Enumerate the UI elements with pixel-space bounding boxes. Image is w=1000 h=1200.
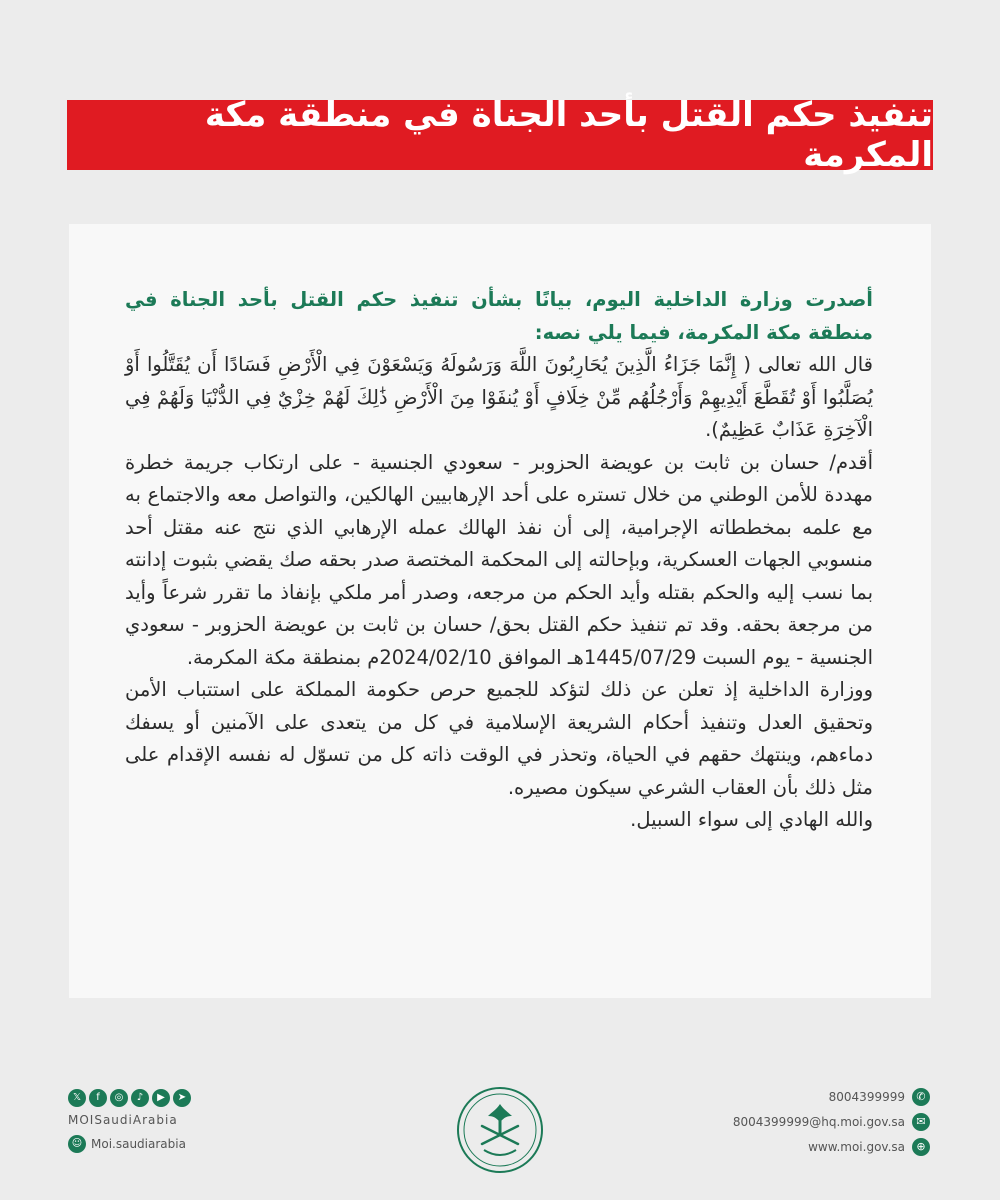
mail-icon: ✉: [912, 1113, 930, 1131]
phone-row[interactable]: [733, 1087, 930, 1107]
ministry-emblem-icon: [456, 1086, 544, 1174]
youtube-icon[interactable]: ▶: [152, 1089, 170, 1107]
website-url: www.moi.gov.sa: [808, 1140, 905, 1154]
x-icon[interactable]: 𝕏: [68, 1089, 86, 1107]
telegram-icon[interactable]: ➤: [173, 1089, 191, 1107]
tiktok-icon[interactable]: ♪: [131, 1089, 149, 1107]
snapchat-icon: ☺: [68, 1135, 86, 1153]
intro-paragraph: أصدرت وزارة الداخلية اليوم، بيانًا بشأن تنفيذ حكم القتل بأحد الجناة في منطقة مكة المكرمة، فيما يلي نصه:: [125, 288, 873, 344]
statement-body: [125, 284, 873, 837]
email-row[interactable]: [733, 1112, 930, 1132]
warning-paragraph: ووزارة الداخلية إذ تعلن عن ذلك لتؤكد للجميع حرص حكومة المملكة على استتباب الأمن وتحقيق العدل وتنفيذ أحكام الشريعة الإسلامية في كل من يتعدى على الآمنين أو يسفك دماءهم، وينتهك حقهم في الحياة، وتحذر في الوقت ذاته كل من تسوّل له نفسه الإقدام على مثل ذلك بأن العقاب الشرعي سيكون مصيره.: [125, 678, 873, 799]
verse-paragraph: قال الله تعالى ( إِنَّمَا جَزَاءُ الَّذِينَ يُحَارِبُونَ اللَّهَ وَرَسُولَهُ وَيَسْعَوْنَ فِي الْأَرْضِ فَسَادًا أَن يُقَتَّلُوا أَوْ يُصَلَّبُوا أَوْ تُقَطَّعَ أَيْدِيهِمْ وَأَرْجُلُهُم مِّنْ خِلَافٍ أَوْ يُنفَوْا مِنَ الْأَرْضِ ذَٰلِكَ لَهُمْ خِزْيٌ فِي الدُّنْيَا وَلَهُمْ فِي الْآخِرَةِ عَذَابٌ عَظِيمٌ).: [125, 353, 873, 441]
social-links: [68, 1089, 191, 1153]
phone-icon: ✆: [912, 1088, 930, 1106]
snapchat-row[interactable]: [68, 1135, 191, 1153]
email-address: 8004399999@hq.moi.gov.sa: [732, 1115, 905, 1129]
phone-number: 8004399999: [828, 1090, 905, 1104]
website-row[interactable]: [733, 1137, 930, 1157]
closing-paragraph: والله الهادي إلى سواء السبيل.: [630, 808, 873, 831]
social-icons-row: [68, 1089, 191, 1107]
instagram-icon[interactable]: ◎: [110, 1089, 128, 1107]
page-title: تنفيذ حكم القتل بأحد الجناة في منطقة مكة المكرمة: [204, 95, 933, 175]
social-handle[interactable]: MOISaudiArabia: [68, 1113, 178, 1127]
title-banner: [67, 95, 933, 175]
snapchat-handle: Moi.saudiarabia: [91, 1137, 186, 1151]
contact-info: [733, 1087, 930, 1162]
globe-icon: ⊕: [912, 1138, 930, 1156]
case-paragraph: أقدم/ حسان بن ثابت بن عويضة الحزوبر - سعودي الجنسية - على ارتكاب جريمة خطرة مهددة للأمن الوطني من خلال تستره على أحد الإرهابيين الهالكين، والتواصل معه والاجتماع به مع علمه بمخططاته الإجرامية، إلى أن نفذ الهالك عمله الإرهابي الذي نتج عنه مقتل أحد منسوبي الجهات العسكرية، وبإحالته إلى المحكمة المختصة صدر بحقه صك يقضي بثبوت إدانته بما نسب إليه والحكم بقتله وأيد الحكم من مرجعه، وصدر أمر ملكي بإنفاذ ما تقرر شرعاً وأيد من مرجعة بحقه. وقد تم تنفيذ حكم القتل بحق/ حسان بن ثابت بن عويضة الحزوبر - سعودي الجنسية - يوم السبت 1445/07/29هـ الموافق 2024/02/10م بمنطقة مكة المكرمة.: [125, 450, 873, 669]
statement-card: [69, 224, 931, 998]
facebook-icon[interactable]: f: [89, 1089, 107, 1107]
